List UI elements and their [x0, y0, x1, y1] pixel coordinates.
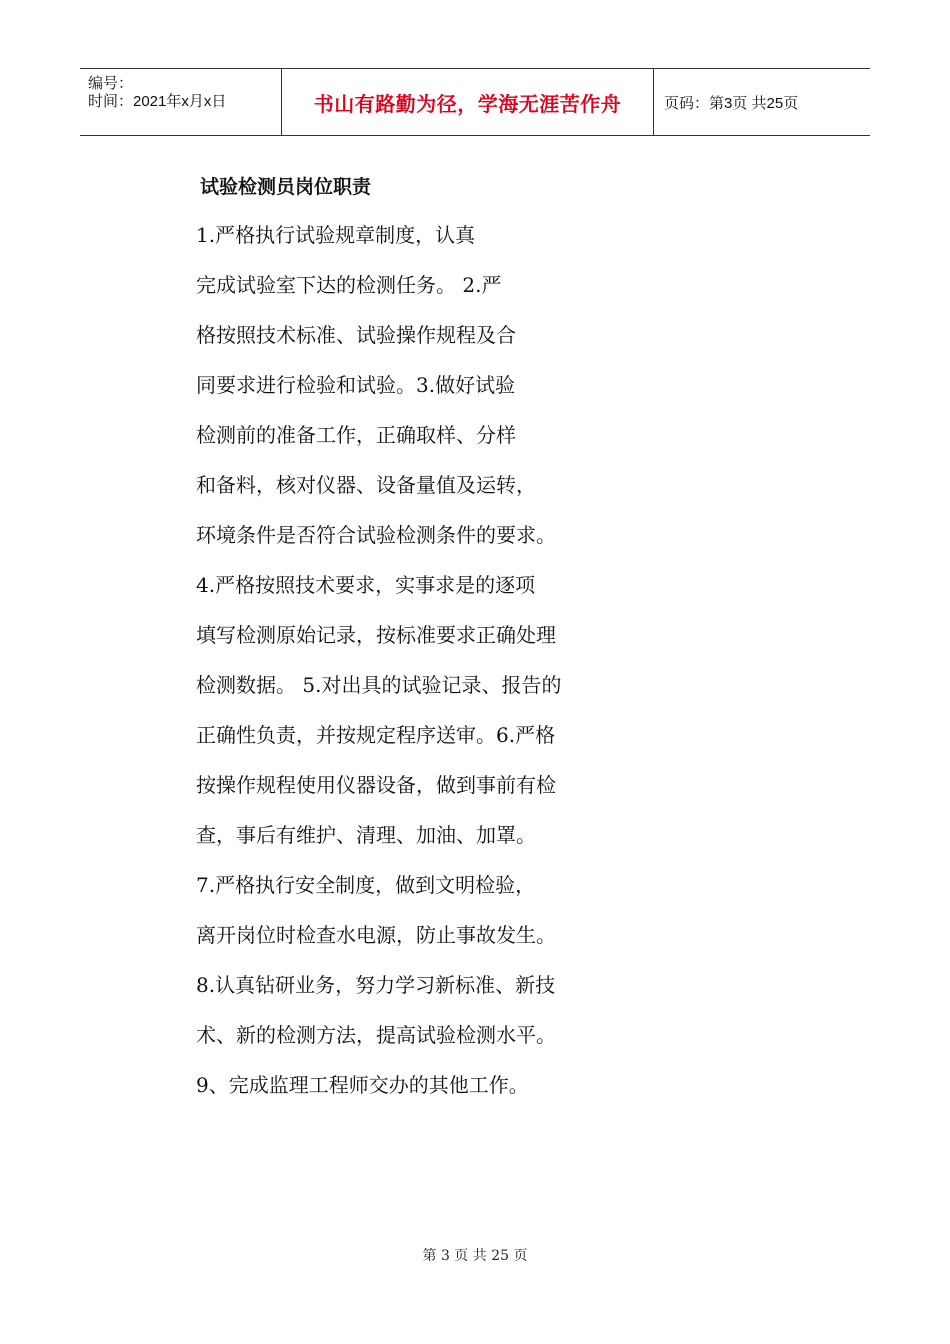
- body-line: 查，事后有维护、清理、加油、加罩。: [196, 823, 536, 847]
- body-line: 完成试验室下达的检测任务。 2.严: [196, 273, 502, 297]
- body-line: 环境条件是否符合试验检测条件的要求。: [196, 523, 556, 547]
- header-motto-cell: [282, 69, 654, 135]
- body-line: 8.认真钻研业务，努力学习新标准、新技: [196, 973, 556, 997]
- body-line: 1.严格执行试验规章制度，认真: [196, 223, 476, 247]
- body-line: 术、新的检测方法，提高试验检测水平。: [196, 1023, 556, 1047]
- header-page-info: 页码：第3页 共25页: [664, 94, 799, 112]
- header-meta: [80, 69, 282, 135]
- page-footer: 第 3 页 共 25 页: [422, 1248, 528, 1264]
- page-header: [80, 68, 870, 136]
- body-line: 格按照技术标准、试验操作规程及合: [196, 323, 516, 347]
- document-number-label: 编号：: [88, 75, 134, 92]
- body-line: 离开岗位时检查水电源，防止事故发生。: [196, 923, 556, 947]
- header-page-info-cell: [654, 69, 870, 135]
- body-line: 检测数据。 5.对出具的试验记录、报告的: [196, 673, 562, 697]
- document-title: 试验检测员岗位职责: [200, 176, 372, 198]
- body-line: 按操作规程使用仪器设备，做到事前有检: [196, 773, 556, 797]
- body-line: 同要求进行检验和试验。3.做好试验: [196, 373, 516, 397]
- body-line: 9、完成监理工程师交办的其他工作。: [196, 1073, 529, 1097]
- document-time-label: 时间：2021年x月x日: [88, 93, 227, 110]
- body-line: 正确性负责，并按规定程序送审。6.严格: [196, 723, 556, 747]
- body-line: 和备料，核对仪器、设备量值及运转，: [196, 473, 536, 497]
- body-line: 4.严格按照技术要求，实事求是的逐项: [196, 573, 536, 597]
- header-motto: 书山有路勤为径，学海无涯苦作舟: [313, 91, 622, 116]
- body-line: 填写检测原始记录，按标准要求正确处理: [196, 623, 556, 647]
- body-line: 检测前的准备工作，正确取样、分样: [196, 423, 516, 447]
- document-body: [196, 212, 636, 1112]
- body-line: 7.严格执行安全制度，做到文明检验，: [196, 873, 536, 897]
